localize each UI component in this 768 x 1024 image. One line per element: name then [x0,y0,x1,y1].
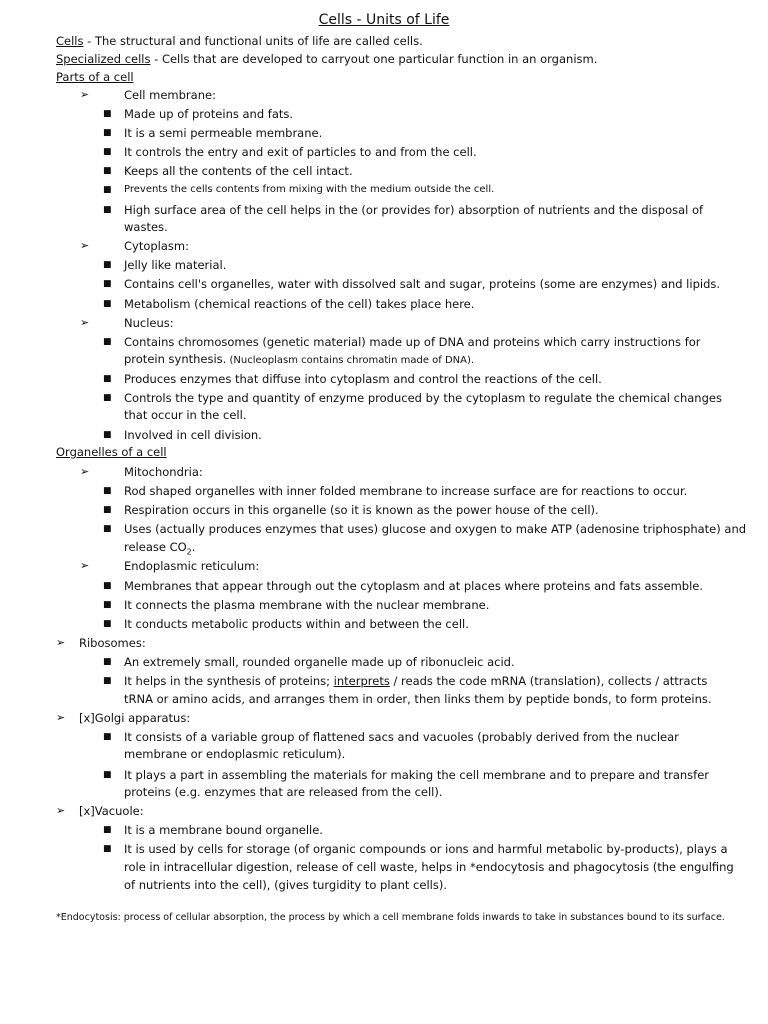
square-bullet-icon: ■ [103,619,112,629]
subheading-golgi-apparatus: [x]Golgi apparatus: [79,711,191,725]
page-title: Cells - Units of Life [318,12,450,28]
list-item: Keeps all the contents of the cell intact. [124,164,353,178]
list-item-continuation: tRNA or amino acids, and arranges them in order, then links them by peptide bonds, to form proteins. [124,692,712,706]
square-bullet-icon: ■ [103,486,112,496]
list-item-text: / reads the code mRNA (translation), collects / attracts [389,674,708,688]
list-item: Jelly like material. [124,258,227,272]
list-item-continuation: of nutrients into the cell), (gives turgidity to plant cells). [124,878,447,892]
square-bullet-icon: ■ [103,825,112,835]
list-item-continuation: membrane or endoplasmic reticulum). [124,747,346,761]
list-item: Membranes that appear through out the cytoplasm and at places where proteins and fats assemble. [124,579,704,593]
list-item: Involved in cell division. [124,428,262,442]
subheading-vacuole: [x]Vacuole: [79,804,144,818]
definition-specialized-cells-text: - Cells that are developed to carryout one particular function in an organism. [150,52,598,66]
arrow-bullet-icon: ➢ [80,239,90,252]
list-item: Uses (actually produces enzymes that uses) glucose and oxygen to make ATP (adenosine triphosphate) and [124,522,747,536]
list-item: An extremely small, rounded organelle made up of ribonucleic acid. [124,655,515,669]
arrow-bullet-icon: ➢ [80,316,90,329]
square-bullet-icon: ■ [103,260,112,270]
subheading-cell-membrane: Cell membrane: [124,88,216,102]
list-item: Made up of proteins and fats. [124,107,294,121]
subheading-ribosomes: Ribosomes: [79,636,146,650]
list-item: It controls the entry and exit of particles to and from the cell. [124,145,477,159]
list-item: It is a membrane bound organelle. [124,823,323,837]
square-bullet-icon: ■ [103,657,112,667]
definition-cells-text: - The structural and functional units of life are called cells. [83,34,423,48]
square-bullet-icon: ■ [103,581,112,591]
subheading-endoplasmic-reticulum: Endoplasmic reticulum: [124,559,260,573]
square-bullet-icon: ■ [103,147,112,157]
list-item: It connects the plasma membrane with the nuclear membrane. [124,598,490,612]
list-item: Rod shaped organelles with inner folded membrane to increase surface are for reactions to occur. [124,484,688,498]
arrow-bullet-icon: ➢ [80,559,90,572]
list-item: Metabolism (chemical reactions of the cell) takes place here. [124,297,475,311]
square-bullet-icon: ■ [103,185,112,195]
list-item-text: release CO [124,540,187,554]
subheading-mitochondria: Mitochondria: [124,465,203,479]
square-bullet-icon: ■ [103,505,112,515]
underlined-word: interprets [333,674,390,688]
list-item: Controls the type and quantity of enzyme produced by the cytoplasm to regulate the chemical changes [124,391,722,405]
square-bullet-icon: ■ [103,337,112,347]
arrow-bullet-icon: ➢ [56,636,66,649]
list-item-text: . [191,540,196,554]
list-item: It consists of a variable group of flattened sacs and vacuoles (probably derived from the nuclear [124,730,679,744]
nucleoplasm-note: (Nucleoplasm contains chromatin made of DNA). [226,355,475,366]
square-bullet-icon: ■ [103,374,112,384]
definition-cells [56,32,423,50]
list-item: It is a semi permeable membrane. [124,126,323,140]
list-item: It is used by cells for storage (of organic compounds or ions and harmful metabolic by-products), plays a [124,842,728,856]
square-bullet-icon: ■ [103,128,112,138]
subscript: 2 [186,547,192,557]
subheading-nucleus: Nucleus: [124,316,174,330]
arrow-bullet-icon: ➢ [80,88,90,101]
subheading-cytoplasm: Cytoplasm: [124,239,189,253]
list-item [124,672,707,690]
list-item: Prevents the cells contents from mixing with the medium outside the cell. [124,184,495,195]
list-item-continuation: that occur in the cell. [124,408,247,422]
list-item: High surface area of the cell helps in the (or provides for) absorption of nutrients and the disposal of [124,203,704,217]
square-bullet-icon: ■ [103,770,112,780]
definition-specialized-cells [56,50,597,68]
list-item: Respiration occurs in this organelle (so it is known as the power house of the cell). [124,503,599,517]
term-specialized-cells: Specialized cells [56,52,151,66]
arrow-bullet-icon: ➢ [56,804,66,817]
square-bullet-icon: ■ [103,732,112,742]
arrow-bullet-icon: ➢ [80,465,90,478]
square-bullet-icon: ■ [103,524,112,534]
list-item: It plays a part in assembling the materials for making the cell membrane and to prepare and transfer [124,768,710,782]
term-cells: Cells [56,34,84,48]
list-item-continuation: role in intracellular digestion, release of cell waste, helps in *endocytosis and phagocytosis (the engulfing [124,860,734,874]
section-heading-parts: Parts of a cell [56,70,134,84]
square-bullet-icon: ■ [103,430,112,440]
list-item-continuation: wastes. [124,220,168,234]
list-item: Contains chromosomes (genetic material) made up of DNA and proteins which carry instructions for [124,335,701,349]
section-heading-organelles: Organelles of a cell [56,445,167,459]
list-item-continuation: proteins (e.g. enzymes that are released from the cell). [124,785,443,799]
list-item-continuation [124,350,474,370]
list-item: Contains cell's organelles, water with dissolved salt and sugar, proteins (some are enzymes) and lipids. [124,277,721,291]
footnote: *Endocytosis: process of cellular absorption, the process by which a cell membrane folds inwards to take in substances bound to its surface. [56,912,725,923]
square-bullet-icon: ■ [103,299,112,309]
square-bullet-icon: ■ [103,844,112,854]
arrow-bullet-icon: ➢ [56,711,66,724]
square-bullet-icon: ■ [103,676,112,686]
list-item: It conducts metabolic products within and between the cell. [124,617,469,631]
list-item-text: It helps in the synthesis of proteins; [124,674,334,688]
square-bullet-icon: ■ [103,393,112,403]
square-bullet-icon: ■ [103,109,112,119]
square-bullet-icon: ■ [103,279,112,289]
square-bullet-icon: ■ [103,205,112,215]
list-item: Produces enzymes that diffuse into cytoplasm and control the reactions of the cell. [124,372,602,386]
square-bullet-icon: ■ [103,166,112,176]
square-bullet-icon: ■ [103,600,112,610]
list-item-text: protein synthesis. [124,352,227,366]
